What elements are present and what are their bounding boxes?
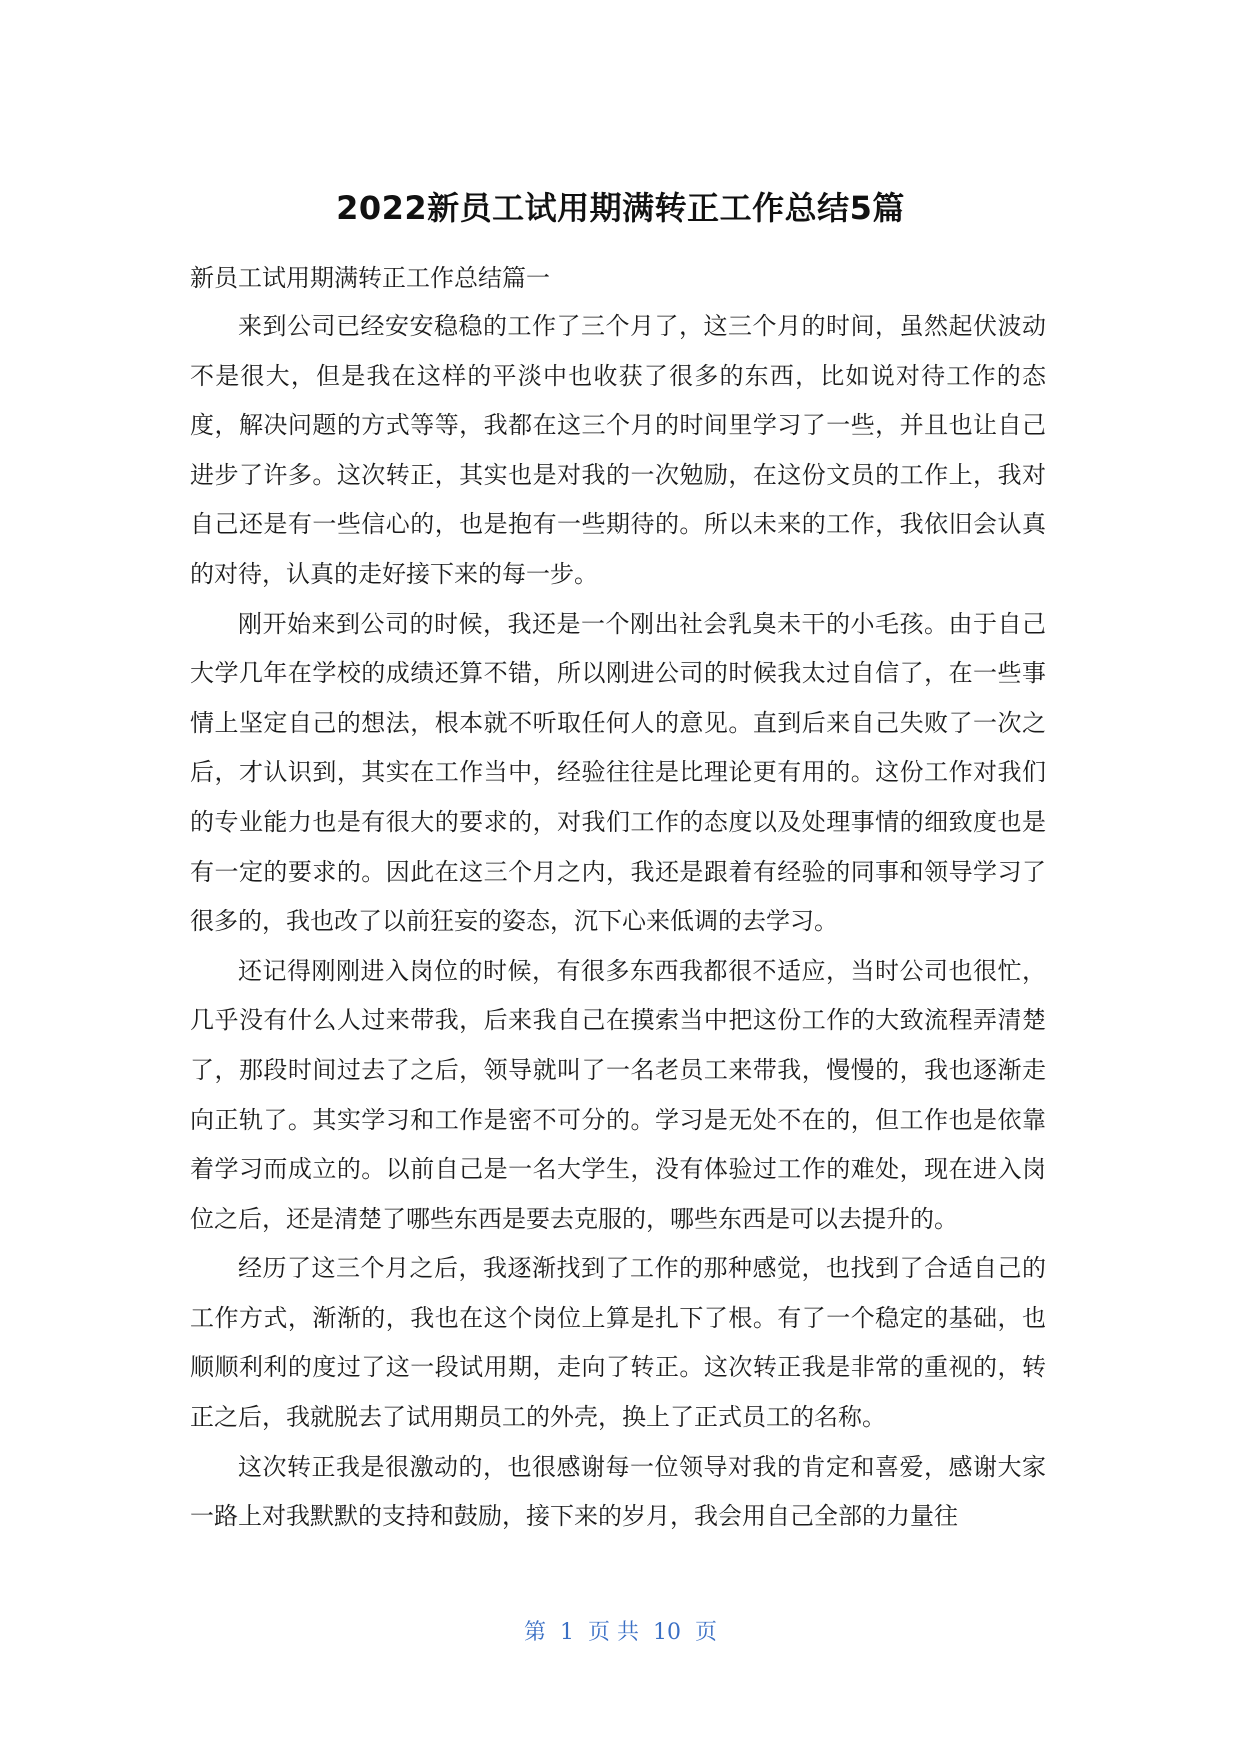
- page-number-footer: 第 1 页 共 10 页: [524, 1620, 717, 1645]
- document-body: [190, 254, 1046, 1542]
- section-heading: 新员工试用期满转正工作总结篇一: [190, 264, 550, 292]
- document-title: 2022新员工试用期满转正工作总结5篇: [336, 189, 905, 227]
- paragraph-3: 还记得刚刚进入岗位的时候，有很多东西我都很不适应，当时公司也很忙，几乎没有什么人过来带我，后来我自己在摸索当中把这份工作的大致流程弄清楚了，那段时间过去了之后，领导就叫了一名老员工来带我，慢慢的，我也逐渐走向正轨了。其实学习和工作是密不可分的。学习是无处不在的，但工作也是依靠着学习而成立的。以前自己是一名大学生，没有体验过工作的难处，现在进入岗位之后，还是清楚了哪些东西是要去克服的，哪些东西是可以去提升的。: [190, 956, 1046, 1233]
- paragraph-5: 这次转正我是很激动的，也很感谢每一位领导对我的肯定和喜爱，感谢大家一路上对我默默的支持和鼓励，接下来的岁月，我会用自己全部的力量往: [190, 1452, 1046, 1531]
- paragraph-4: 经历了这三个月之后，我逐渐找到了工作的那种感觉，也找到了合适自己的工作方式，渐渐的，我也在这个岗位上算是扎下了根。有了一个稳定的基础，也顺顺利利的度过了这一段试用期，走向了转正。这次转正我是非常的重视的，转正之后，我就脱去了试用期员工的外壳，换上了正式员工的名称。: [190, 1254, 1046, 1432]
- paragraph-1: 来到公司已经安安稳稳的工作了三个月了，这三个月的时间，虽然起伏波动不是很大，但是我在这样的平淡中也收获了很多的东西，比如说对待工作的态度，解决问题的方式等等，我都在这三个月的时间里学习了一些，并且也让自己进步了许多。这次转正，其实也是对我的一次勉励，在这份文员的工作上，我对自己还是有一些信心的，也是抱有一些期待的。所以未来的工作，我依旧会认真的对待，认真的走好接下来的每一步。: [190, 312, 1046, 588]
- paragraph-2: 刚开始来到公司的时候，我还是一个刚出社会乳臭未干的小毛孩。由于自己大学几年在学校的成绩还算不错，所以刚进公司的时候我太过自信了，在一些事情上坚定自己的想法，根本就不听取任何人的意见。直到后来自己失败了一次之后，才认识到，其实在工作当中，经验往往是比理论更有用的。这份工作对我们的专业能力也是有很大的要求的，对我们工作的态度以及处理事情的细致度也是有一定的要求的。因此在这三个月之内，我还是跟着有经验的同事和领导学习了很多的，我也改了以前狂妄的姿态，沉下心来低调的去学习。: [190, 609, 1046, 936]
